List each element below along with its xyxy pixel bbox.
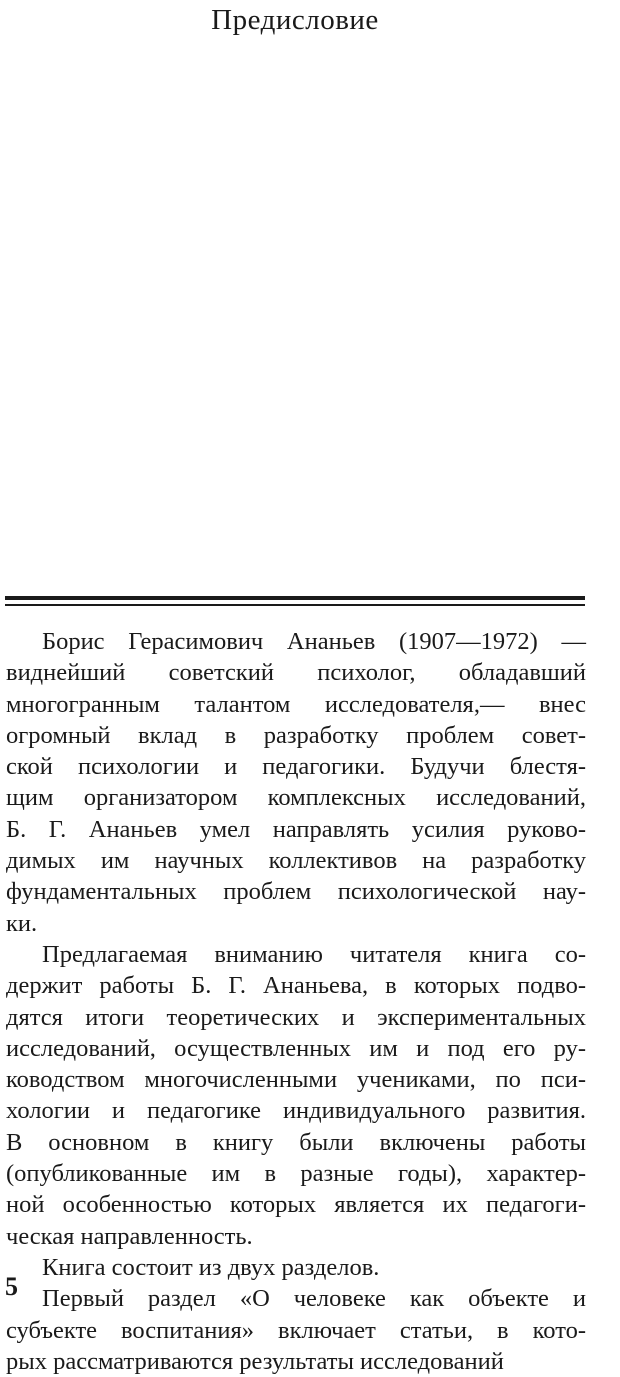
text-line: Первый раздел «О человеке как объекте и (42, 1285, 586, 1313)
text-line: фундаментальных проблем психологической нау- (6, 878, 586, 906)
text-line: держит работы Б. Г. Ананьева, в которых подво- (6, 972, 586, 1000)
text-line: В основном в книгу были включены работы (6, 1128, 586, 1156)
text-line: ководством многочисленными учениками, по пси- (6, 1066, 586, 1094)
paragraph (6, 1283, 586, 1377)
paragraph (6, 1252, 586, 1283)
separator-rule (5, 596, 585, 610)
text-line: ской психологии и педагогики. Будучи блестя- (6, 753, 586, 781)
text-line: огромный вклад в разработку проблем совет- (6, 721, 586, 749)
text-line: щим организатором комплексных исследований, (6, 784, 586, 812)
paragraph (6, 939, 586, 1252)
page-number: 5 (5, 1272, 18, 1301)
text-line: ческая направленность. (6, 1222, 253, 1250)
text-line: субъекте воспитания» включает статьи, в кото- (6, 1316, 586, 1344)
paragraph (6, 626, 586, 939)
separator-thick-line (5, 596, 585, 600)
text-line: хологии и педагогике индивидуального развития. (6, 1097, 586, 1125)
text-line: Б. Г. Ананьев умел направлять усилия руково- (6, 815, 586, 843)
text-line: рых рассматриваются результаты исследований (6, 1347, 504, 1375)
text-line: ной особенностью которых является их педагоги- (6, 1191, 586, 1219)
text-line: (опубликованные им в разные годы), характер- (6, 1160, 586, 1188)
text-line: исследований, осуществленных им и под его ру- (6, 1034, 586, 1062)
text-line: дятся итоги теоретических и экспериментальных (6, 1003, 586, 1031)
text-line: виднейший советский психолог, обладавший (6, 659, 586, 687)
body-text (6, 626, 586, 1377)
text-line: Предлагаемая вниманию читателя книга со- (42, 940, 586, 968)
text-line: Книга состоит из двух разделов. (42, 1253, 380, 1281)
text-line: Борис Герасимович Ананьев (1907—1972) — (42, 628, 586, 655)
text-line: ки. (6, 909, 38, 937)
text-line: димых им научных коллективов на разработку (6, 847, 586, 875)
text-line: многогранным талантом исследователя,— внес (6, 690, 586, 718)
section-heading: Предисловие (211, 4, 379, 36)
separator-thin-line (5, 604, 585, 606)
